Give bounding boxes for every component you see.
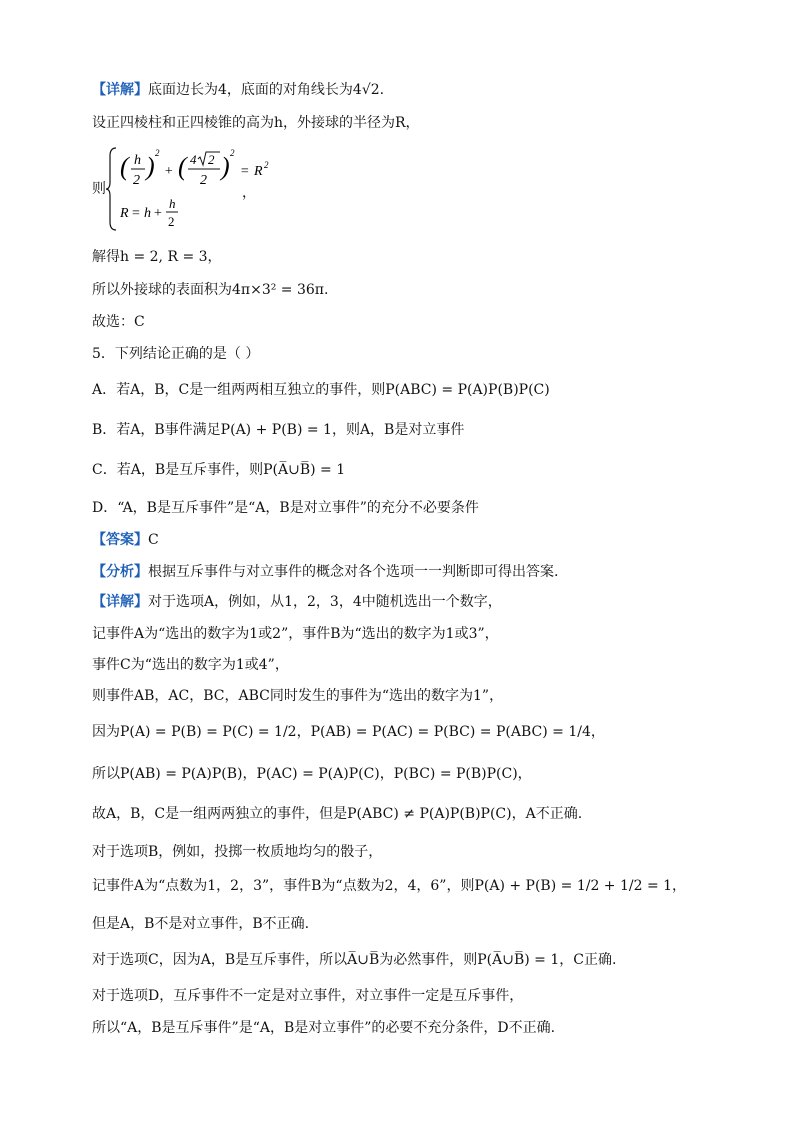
analysis-line xyxy=(92,562,558,582)
svg-text:h: h xyxy=(144,206,151,221)
option-c: C．若A，B是互斥事件，则P(A̅∪B̅) = 1 xyxy=(92,462,346,478)
detail-d10: 但是A，B不是对立事件，B不正确. xyxy=(92,916,310,932)
detail-d7: 故A，B，C是一组两两独立的事件，但是P(ABC) ≠ P(A)P(B)P(C)，A不正确. xyxy=(92,806,583,822)
detail-line-4: 解得h = 2, R = 3， xyxy=(92,249,222,265)
svg-text:h: h xyxy=(169,196,176,211)
answer-line xyxy=(92,530,159,550)
equation-2 xyxy=(120,194,220,236)
detail-text-1: 底面边长为4，底面的对角线长为4√2. xyxy=(148,82,385,98)
detail-d13: 所以“A，B是互斥事件”是“A，B是对立事件”的必要不充分条件，D不正确. xyxy=(92,1020,556,1036)
equation-1 xyxy=(120,148,290,197)
analysis-tag: 【分析】 xyxy=(92,564,148,580)
detail-d4: 则事件AB，AC，BC，ABC同时发生的事件为“选出的数字为1”， xyxy=(92,688,504,704)
svg-text:(: ( xyxy=(120,152,129,181)
detail-line-1 xyxy=(92,80,384,100)
svg-text:+: + xyxy=(154,206,162,221)
detail-d11: 对于选项C，因为A，B是互斥事件，所以A̅∪B̅为必然事件，则P(A̅∪B̅) = 1，C正确. xyxy=(92,952,617,968)
svg-text:2: 2 xyxy=(168,214,175,229)
svg-text:2: 2 xyxy=(230,148,235,158)
then-label: 则 xyxy=(92,181,106,197)
detail-d12: 对于选项D，互斥事件不一定是对立事件，对立事件一定是互斥事件， xyxy=(92,988,524,1004)
svg-text:): ) xyxy=(221,152,230,181)
detail-d1: 对于选项A，例如，从1，2，3，4中随机选出一个数字， xyxy=(148,594,502,610)
option-b: B．若A，B事件满足P(A) + P(B) = 1，则A，B是对立事件 xyxy=(92,422,465,438)
detail-line-6: 故选：C xyxy=(92,314,145,330)
question-5: 5．下列结论正确的是（ ） xyxy=(92,346,260,362)
svg-text:h: h xyxy=(134,153,141,168)
detail-d3: 事件C为“选出的数字为1或4”， xyxy=(92,657,289,673)
detail-d9: 记事件A为“点数为1，2，3”，事件B为“点数为2，4，6”，则P(A) + P(B) = 1/2 + 1/2 = 1， xyxy=(92,878,687,894)
detail-d8: 对于选项B，例如，投掷一枚质地均匀的骰子， xyxy=(92,844,383,860)
equation-2-render xyxy=(120,194,220,232)
svg-text:2: 2 xyxy=(264,160,269,170)
svg-text:+: + xyxy=(164,164,174,179)
svg-text:R: R xyxy=(254,164,263,179)
detail-line-2: 设正四棱柱和正四棱锥的高为h，外接球的半径为R， xyxy=(92,115,420,131)
svg-text:2: 2 xyxy=(208,152,215,167)
detail-block-line-1 xyxy=(92,592,502,612)
answer-tag: 【答案】 xyxy=(92,532,148,548)
svg-text:4: 4 xyxy=(190,152,197,167)
detail-line-5: 所以外接球的表面积为4π×3² = 36π. xyxy=(92,282,329,298)
svg-text:2: 2 xyxy=(200,173,207,188)
detail-d5: 因为P(A) = P(B) = P(C) = 1/2，P(AB) = P(AC) = P(BC) = P(ABC) = 1/4， xyxy=(92,724,605,740)
svg-text:2: 2 xyxy=(133,173,140,188)
detail-d6: 所以P(AB) = P(A)P(B)，P(AC) = P(A)P(C)，P(BC) = P(B)P(C)， xyxy=(92,766,532,782)
detail-d2: 记事件A为“选出的数字为1或2”，事件B为“选出的数字为1或3”， xyxy=(92,626,499,642)
detail-tag-2: 【详解】 xyxy=(92,594,148,610)
answer-value: C xyxy=(148,532,159,548)
svg-text:2: 2 xyxy=(155,148,160,158)
svg-text:=: = xyxy=(132,206,140,221)
equation-comma: ， xyxy=(242,185,256,201)
analysis-text: 根据互斥事件与对立事件的概念对各个选项一一判断即可得出答案. xyxy=(148,564,559,580)
svg-text:(: ( xyxy=(178,152,187,181)
left-brace-icon xyxy=(106,146,118,232)
option-d: D．“A，B是互斥事件”是“A，B是对立事件”的充分不必要条件 xyxy=(92,500,479,516)
svg-text:R: R xyxy=(120,206,129,221)
svg-text:=: = xyxy=(240,164,250,179)
option-a: A．若A，B，C是一组两两相互独立的事件，则P(ABC) = P(A)P(B)P(C) xyxy=(92,382,550,398)
equation-1-render xyxy=(120,148,290,192)
equation-system xyxy=(92,142,292,234)
svg-text:): ) xyxy=(146,152,155,181)
detail-tag: 【详解】 xyxy=(92,82,148,98)
